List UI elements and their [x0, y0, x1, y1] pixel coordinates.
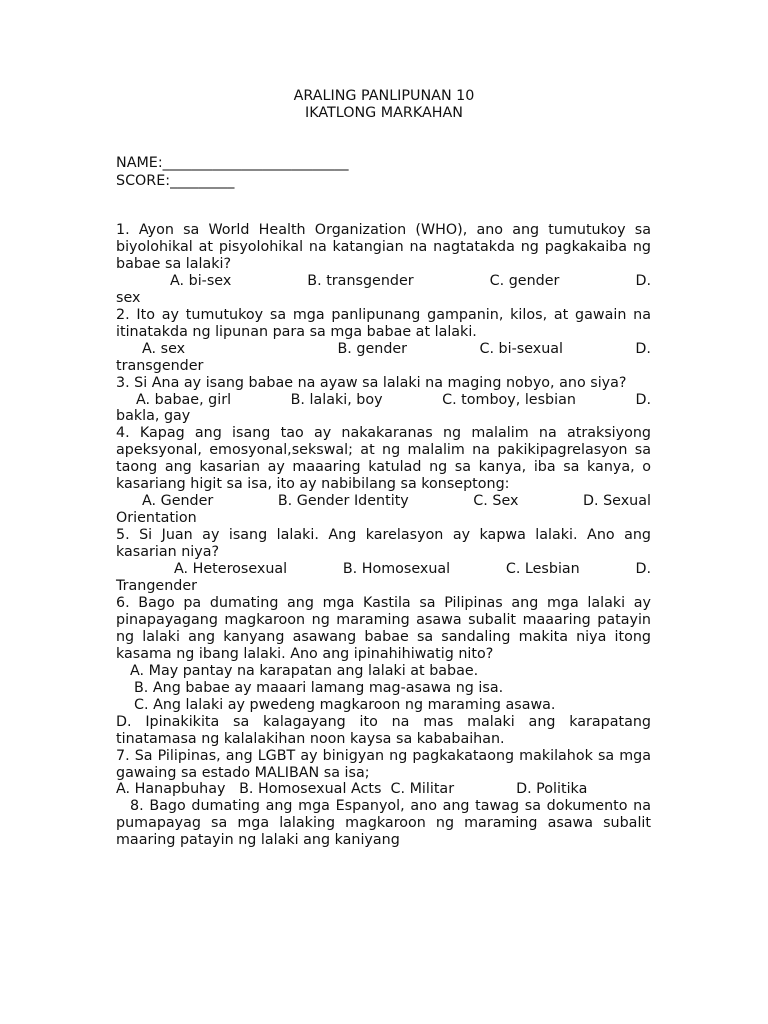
- question-2: [116, 307, 651, 375]
- choice-b: B. Ang babae ay maaari lamang mag-asawa ng isa.: [134, 679, 504, 696]
- document-header: [0, 88, 768, 122]
- question-4: [116, 425, 651, 527]
- question-1-choices: [116, 273, 651, 290]
- question-7-text: 7. Sa Pilipinas, ang LGBT ay binigyan ng pagkakataong makilahok sa mga gawaing sa estado MALIBAN sa isa;: [116, 747, 651, 781]
- question-8: [116, 798, 651, 849]
- question-1: [116, 222, 651, 307]
- question-3: [116, 375, 651, 426]
- question-5-text: 5. Si Juan ay isang lalaki. Ang karelasyon ay kapwa lalaki. Ano ang kasarian niya?: [116, 527, 651, 561]
- quarter-title: IKATLONG MARKAHAN: [305, 105, 463, 121]
- choice-d: D. Politika: [516, 781, 588, 798]
- subject-title: ARALING PANLIPUNAN 10: [293, 88, 475, 104]
- choice-c: C. tomboy, lesbian: [442, 391, 576, 408]
- choice-a: A. babae, girl: [136, 391, 232, 408]
- question-4-text: 4. Kapag ang isang tao ay nakakaranas ng malalim na atraksiyong apeksyonal, emosyonal,sekswal; at ng malalim na pakikipagrelasyon sa taong ang kasarian ay maaaring katulad ng sa kanya, iba sa kanya, o kasariang higit sa isa, ito ay nabibilang sa konseptong:: [116, 425, 651, 493]
- questions: [116, 222, 651, 849]
- choice-d-continued: transgender: [116, 357, 204, 374]
- choice-d-continued: Trangender: [116, 578, 198, 595]
- choice-a: A. Gender: [142, 493, 214, 510]
- name-field: NAME:__________________________: [116, 155, 349, 171]
- choice-a: A. bi-sex: [170, 272, 232, 289]
- choice-d: D.: [635, 340, 651, 357]
- question-8-text: 8. Bago dumating ang mga Espanyol, ano ang tawag sa dokumento na pumapayag sa mga lalaking magkaroon ng maraming asawa subalit maaring patayin ng lalaki ang kaniyang: [116, 798, 651, 849]
- question-6: [116, 595, 651, 748]
- choice-d-continued: sex: [116, 289, 141, 306]
- choice-d: D. Ipinakikita sa kalagayang ito na mas malaki ang karapatang tinatamasa ng kalalakihan noon kaysa sa kababaihan.: [116, 713, 651, 747]
- choice-c: C. Militar: [390, 781, 455, 798]
- choice-c: C. Ang lalaki ay pwedeng magkaroon ng maraming asawa.: [134, 696, 556, 713]
- question-3-text: 3. Si Ana ay isang babae na ayaw sa lalaki na maging nobyo, ano siya?: [116, 374, 627, 391]
- choice-b: B. Homosexual: [342, 561, 451, 578]
- choice-a: A. May pantay na karapatan ang lalaki at babae.: [130, 662, 479, 679]
- score-field: SCORE:_________: [116, 172, 235, 189]
- question-7: [116, 748, 651, 799]
- choice-d: D.: [635, 391, 651, 408]
- choice-b: B. lalaki, boy: [290, 391, 383, 408]
- question-2-text: 2. Ito ay tumutukoy sa mga panlipunang gampanin, kilos, at gawain na itinatakda ng lipunan para sa mga babae at lalaki.: [116, 306, 651, 340]
- question-1-text: 1. Ayon sa World Health Organization (WHO), ano ang tumutukoy sa biyolohikal at pisyolohikal na katangian na nagtatakda ng pagkakaiba ng babae sa lalaki?: [116, 222, 651, 272]
- choice-d: D. Sexual: [582, 493, 651, 510]
- choice-d: D.: [635, 561, 651, 578]
- choice-c: C. bi-sexual: [479, 340, 564, 357]
- question-3-choices: [116, 392, 651, 409]
- question-5: [116, 527, 651, 595]
- choice-b: B. transgender: [307, 272, 414, 289]
- choice-d: D.: [635, 272, 651, 289]
- choice-d-continued: bakla, gay: [116, 408, 191, 425]
- choice-a: A. sex: [142, 340, 186, 357]
- question-6-text: 6. Bago pa dumating ang mga Kastila sa Pilipinas ang mga lalaki ay pinapayagang magkaroon ng maraming asawa subalit maaaring patayin ng lalaki ang kanyang asawang babae sa sandaling makita niya itong kasama ng ibang lalaki. Ano ang ipinahihiwatig nito?: [116, 594, 651, 662]
- question-2-choices: [116, 341, 651, 358]
- choice-c: C. Sex: [473, 493, 519, 510]
- question-4-choices: [116, 493, 651, 510]
- choice-c: C. gender: [489, 272, 560, 289]
- choice-a: A. Hanapbuhay: [116, 781, 226, 798]
- choice-b: B. Homosexual Acts: [239, 781, 382, 798]
- choice-b: B. Gender Identity: [277, 493, 409, 510]
- choice-d-continued: Orientation: [116, 510, 197, 527]
- choice-c: C. Lesbian: [505, 561, 580, 578]
- choice-b: B. gender: [337, 340, 408, 357]
- question-5-choices: [116, 561, 651, 578]
- question-7-choices: [116, 781, 651, 798]
- student-fields: [116, 155, 349, 190]
- choice-a: A. Heterosexual: [174, 561, 288, 578]
